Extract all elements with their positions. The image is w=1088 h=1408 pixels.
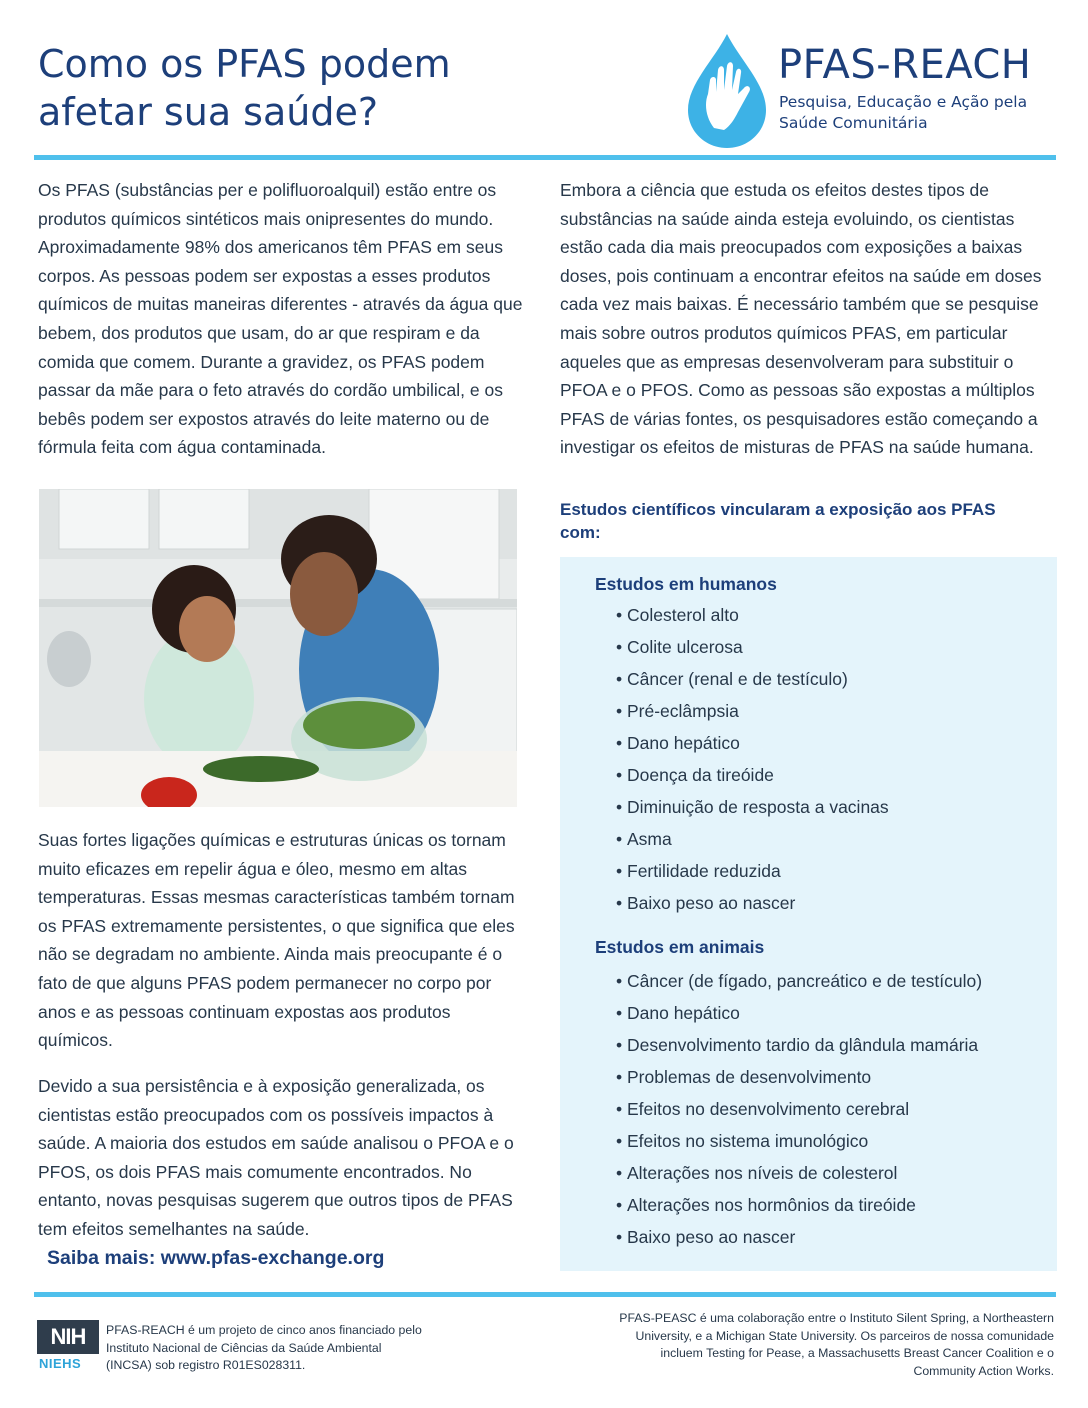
logo-name: PFAS-REACH bbox=[778, 42, 1032, 88]
persistence-paragraph: Devido a sua persistência e à exposição generalizada, os cientistas estão preocupados com os possíveis impactos à saúde. A maioria dos estudos em saúde analisou o PFOA e o PFOS, os dois PFAS mais comumente encontrados. No entanto, novas pesquisas sugerem que outros tipos de PFAS tem efeitos semelhantes na saúde. bbox=[38, 1076, 514, 1239]
nih-label: NIH bbox=[37, 1320, 99, 1354]
list-item: • Fertilidade reduzida bbox=[616, 855, 889, 887]
list-item: • Colesterol alto bbox=[616, 599, 889, 631]
bottom-divider bbox=[34, 1292, 1056, 1297]
intro-paragraph: Os PFAS (substâncias per e polifluoroalquil) estão entre os produtos químicos sintéticos mais onipresentes do mundo. Aproximadamente 98% dos americanos têm PFAS em seus corpos. As pessoas podem ser expostas a esses produtos químicos de muitas maneiras diferentes - através da água que bebem, dos produtos que usam, do ar que respiram e da comida que comem. Durante a gravidez, os PFAS podem passar da mãe para o feto através do cordão umbilical, e os bebês podem ser expostos através do leite materno ou de fórmula feita com água contaminada. bbox=[38, 180, 523, 458]
list-item: • Baixo peso ao nascer bbox=[616, 887, 889, 919]
niehs-label: NIEHS bbox=[39, 1356, 82, 1371]
list-item: • Alterações nos hormônios da tireóide bbox=[616, 1189, 982, 1221]
human-studies-heading: Estudos em humanos bbox=[595, 574, 777, 594]
list-item: • Câncer (renal e de testículo) bbox=[616, 663, 889, 695]
funding-note: PFAS-REACH é um projeto de cinco anos financiado pelo Instituto Nacional de Ciências da Saúde Ambiental (INCSA) sob registro R01ES028311. bbox=[106, 1323, 422, 1372]
top-divider bbox=[34, 155, 1056, 160]
list-item: • Efeitos no desenvolvimento cerebral bbox=[616, 1093, 982, 1125]
list-item: • Problemas de desenvolvimento bbox=[616, 1061, 982, 1093]
list-item: • Câncer (de fígado, pancreático e de testículo) bbox=[616, 965, 982, 997]
page-title: Como os PFAS podem afetar sua saúde? bbox=[38, 42, 451, 134]
water-drop-hand-icon bbox=[684, 32, 770, 150]
partners-note: PFAS-PEASC é uma colaboração entre o Instituto Silent Spring, a Northeastern University, e a Michigan State University. Os parceiros de nossa comunidade incluem Testing for Pease, a Massachusetts Breast Cancer Coalition e o Community Action Works. bbox=[619, 1311, 1054, 1378]
properties-paragraph: Suas fortes ligações químicas e estruturas únicas os tornam muito eficazes em repelir água e óleo, mesmo em altas temperaturas. Essas mesmas características também tornam os PFAS extremamente persistentes, o que significa que eles não se degradam no ambiente. Ainda mais preocupante é o fato de que alguns PFAS podem permanecer no corpo por anos e as pessoas continuam expostas aos produtos químicos. bbox=[38, 830, 515, 1051]
studies-box bbox=[560, 557, 1057, 1271]
pfas-reach-logo bbox=[684, 32, 1064, 150]
human-studies-list bbox=[616, 599, 889, 919]
learn-more-link[interactable]: Saiba mais: www.pfas-exchange.org bbox=[47, 1247, 385, 1269]
animal-studies-heading: Estudos em animais bbox=[595, 937, 765, 957]
list-item: • Doença da tireóide bbox=[616, 759, 889, 791]
list-item: • Dano hepático bbox=[616, 997, 982, 1029]
nih-niehs-logo bbox=[37, 1320, 101, 1374]
animal-studies-list bbox=[616, 965, 982, 1253]
list-item: • Dano hepático bbox=[616, 727, 889, 759]
list-item: • Efeitos no sistema imunológico bbox=[616, 1125, 982, 1157]
list-item: • Colite ulcerosa bbox=[616, 631, 889, 663]
logo-tagline: Pesquisa, Educação e Ação pela Saúde Comunitária bbox=[779, 93, 1028, 132]
kitchen-photo-icon bbox=[39, 489, 517, 807]
list-item: • Diminuição de resposta a vacinas bbox=[616, 791, 889, 823]
list-item: • Desenvolvimento tardio da glândula mamária bbox=[616, 1029, 982, 1061]
list-item: • Alterações nos níveis de colesterol bbox=[616, 1157, 982, 1189]
list-item: • Asma bbox=[616, 823, 889, 855]
studies-heading: Estudos científicos vincularam a exposição aos PFAS com: bbox=[560, 500, 996, 542]
science-paragraph: Embora a ciência que estuda os efeitos destes tipos de substâncias na saúde ainda esteja evoluindo, os cientistas estão cada dia mais preocupados com exposições a baixas doses, pois continuam a encontrar efeitos na saúde em doses cada vez mais baixas. É necessário também que se pesquise mais sobre outros produtos químicos PFAS, em particular aqueles que as empresas desenvolveram para substituir o PFOA e o PFOS. Como as pessoas são expostas a múltiplos PFAS de várias fontes, os pesquisadores estão começando a investigar os efeitos de misturas de PFAS na saúde humana. bbox=[560, 180, 1042, 458]
list-item: • Baixo peso ao nascer bbox=[616, 1221, 982, 1253]
kitchen-photo bbox=[39, 489, 517, 807]
list-item: • Pré-eclâmpsia bbox=[616, 695, 889, 727]
